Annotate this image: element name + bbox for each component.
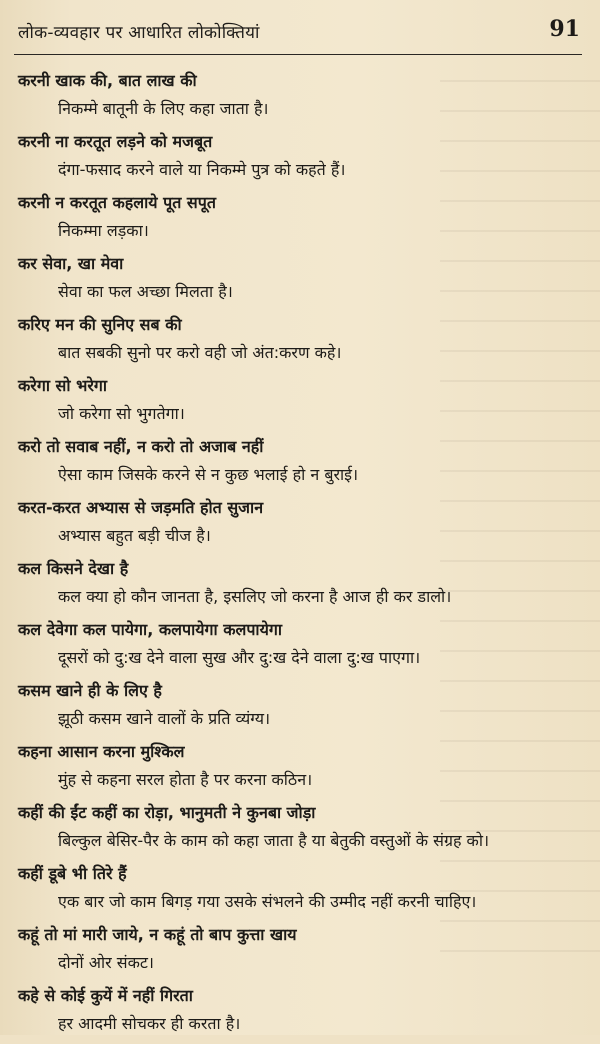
proverb-title: कसम खाने ही के लिए है xyxy=(18,681,162,700)
proverb-meaning: सेवा का फल अच्छा मिलता है। xyxy=(58,282,233,301)
proverb-entry xyxy=(18,861,584,916)
proverb-title: कर सेवा, खा मेवा xyxy=(18,254,124,273)
proverb-title: कहूं तो मां मारी जाये, न कहूं तो बाप कुत्ता खाय xyxy=(18,925,297,944)
proverb-title: कहना आसान करना मुश्किल xyxy=(18,742,185,761)
proverb-entry xyxy=(18,617,584,672)
proverb-meaning: दूसरों को दु:ख देने वाला सुख और दु:ख देने वाला दु:ख पाएगा। xyxy=(58,648,421,667)
proverb-meaning: दोनों ओर संकट। xyxy=(58,953,154,972)
proverb-entry xyxy=(18,434,584,489)
proverb-meaning: बात सबकी सुनो पर करो वही जो अंत:करण कहे। xyxy=(58,343,342,362)
proverb-meaning: निकम्मा लड़का। xyxy=(58,221,149,240)
proverb-meaning: हर आदमी सोचकर ही करता है। xyxy=(58,1014,241,1033)
proverb-entry xyxy=(18,68,584,123)
proverb-meaning: मुंह से कहना सरल होता है पर करना कठिन। xyxy=(58,770,313,789)
proverb-title: कल देवेगा कल पायेगा, कलपायेगा कलपायेगा xyxy=(18,620,283,639)
proverb-entry xyxy=(18,373,584,428)
proverb-title: करिए मन की सुनिए सब की xyxy=(18,315,182,334)
proverb-meaning: बिल्कुल बेसिर-पैर के काम को कहा जाता है या बेतुकी वस्तुओं के संग्रह को। xyxy=(58,831,490,850)
proverb-entry xyxy=(18,312,584,367)
proverb-entry xyxy=(18,983,584,1038)
running-title: लोक-व्यवहार पर आधारित लोकोक्तियां xyxy=(18,23,260,43)
proverb-entry xyxy=(18,129,584,184)
proverb-meaning: झूठी कसम खाने वालों के प्रति व्यंग्य। xyxy=(58,709,271,728)
page-number: 91 xyxy=(549,16,580,42)
proverb-meaning: एक बार जो काम बिगड़ गया उसके संभलने की उम्मीद नहीं करनी चाहिए। xyxy=(58,892,477,911)
proverb-meaning: ऐसा काम जिसके करने से न कुछ भलाई हो न बुराई। xyxy=(58,465,359,484)
proverb-title: करनी न करतूत कहलाये पूत सपूत xyxy=(18,193,216,212)
proverb-title: करनी ना करतूत लड़ने को मजबूत xyxy=(18,132,213,151)
proverb-meaning: दंगा-फसाद करने वाले या निकम्मे पुत्र को कहते हैं। xyxy=(58,160,346,179)
proverb-entry xyxy=(18,190,584,245)
proverb-title: करो तो सवाब नहीं, न करो तो अजाब नहीं xyxy=(18,437,264,456)
proverb-entry xyxy=(18,495,584,550)
proverb-list xyxy=(18,68,584,1044)
proverb-entry xyxy=(18,922,584,977)
proverb-title: कहे से कोई कुयें में नहीं गिरता xyxy=(18,986,193,1005)
proverb-title: कल किसने देखा है xyxy=(18,559,129,578)
proverb-entry xyxy=(18,800,584,855)
proverb-title: कहीं डूबे भी तिरे हैं xyxy=(18,864,127,883)
proverb-entry xyxy=(18,556,584,611)
proverb-meaning: निकम्मे बातूनी के लिए कहा जाता है। xyxy=(58,99,269,118)
proverb-entry xyxy=(18,678,584,733)
proverb-entry xyxy=(18,251,584,306)
proverb-meaning: अभ्यास बहुत बड़ी चीज है। xyxy=(58,526,211,545)
proverb-meaning: जो करेगा सो भुगतेगा। xyxy=(58,404,185,423)
proverb-title: कहीं की ईंट कहीं का रोड़ा, भानुमती ने कुनबा जोड़ा xyxy=(18,803,316,822)
proverb-meaning: कल क्या हो कौन जानता है, इसलिए जो करना है आज ही कर डालो। xyxy=(58,587,452,606)
proverb-title: करत-करत अभ्यास से जड़मति होत सुजान xyxy=(18,498,264,517)
header-rule xyxy=(14,54,582,55)
page-header xyxy=(18,12,580,52)
proverb-entry xyxy=(18,739,584,794)
proverb-title: करेगा सो भरेगा xyxy=(18,376,108,395)
proverb-title: करनी खाक की, बात लाख की xyxy=(18,71,197,90)
